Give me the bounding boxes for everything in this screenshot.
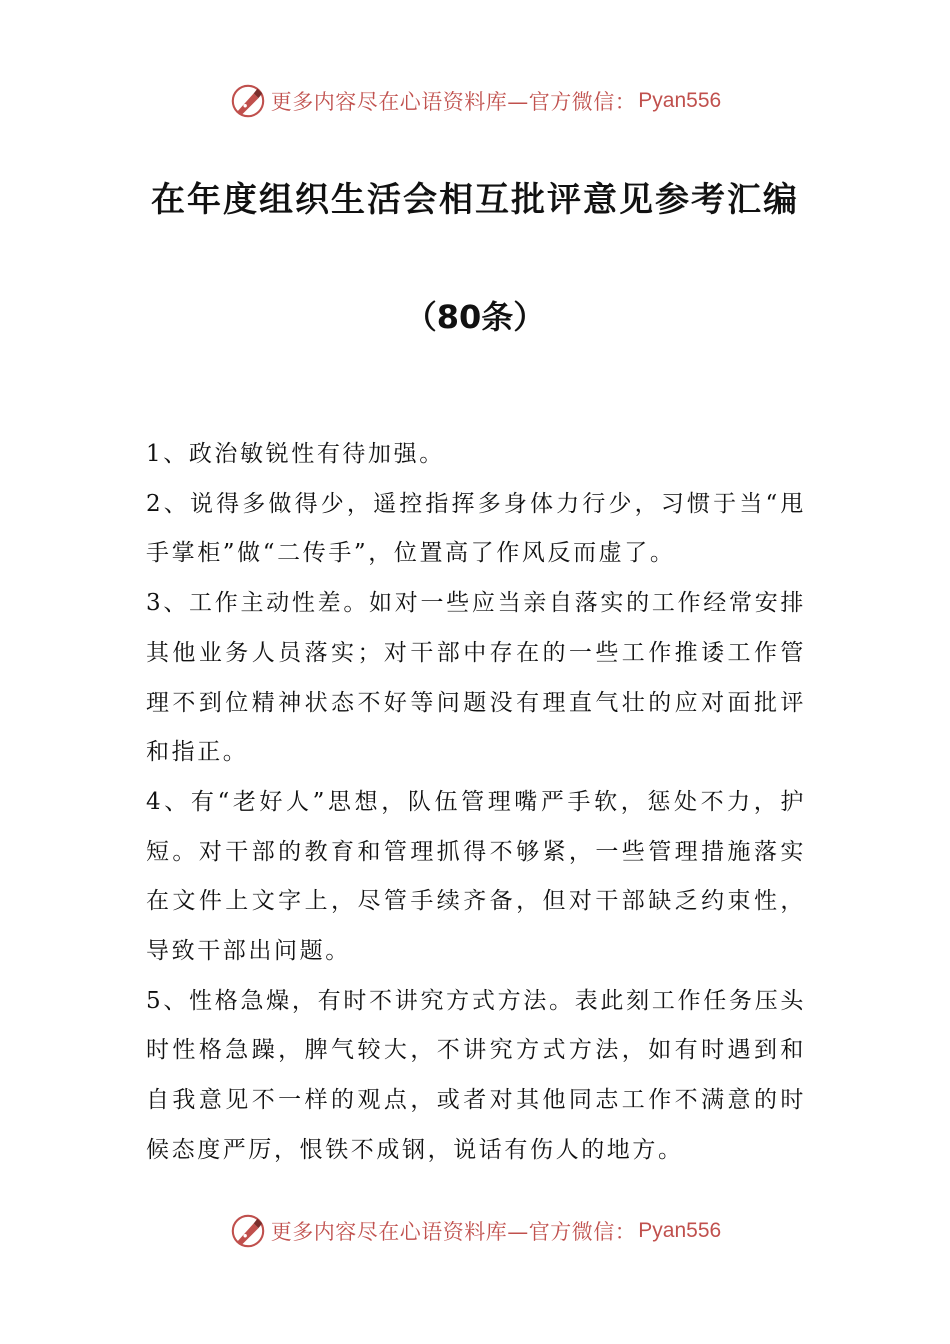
list-item: 1、政治敏锐性有待加强。 [146, 441, 445, 467]
document-body [146, 430, 806, 1176]
list-item: 4、有“老好人”思想，队伍管理嘴严手软，惩处不力，护短。对干部的教育和管理抓得不够紧，一些管理措施落实在文件上文字上，尽管手续齐备，但对干部缺乏约束性，导致干部出问题。 [146, 788, 806, 965]
document-subtitle: （80条） [404, 298, 546, 336]
banner-wechat-id: Pyan556 [638, 89, 722, 112]
list-item: 3、工作主动性差。如对一些应当亲自落实的工作经常安排其他业务人员落实；对干部中存在的一些工作推诿工作管理不到位精神状态不好等问题没有理直气壮的应对面批评和指正。 [146, 590, 806, 766]
document-title: 在年度组织生活会相互批评意见参考汇编 [151, 180, 799, 220]
list-item: 2、说得多做得少，遥控指挥多身体力行少，习惯于当“甩手掌柜”做“二传手”，位置高了作风反而虚了。 [146, 490, 806, 567]
header-banner [0, 76, 950, 126]
banner-text: 更多内容尽在心语资料库—官方微信： [270, 1220, 637, 1244]
banner-text: 更多内容尽在心语资料库—官方微信： [270, 90, 637, 114]
pen-nib-icon [229, 1212, 267, 1250]
banner-wechat-id: Pyan556 [638, 1219, 722, 1242]
pen-nib-icon [229, 82, 267, 120]
list-item: 5、性格急燥，有时不讲究方式方法。表此刻工作任务压头时性格急躁，脾气较大，不讲究方式方法，如有时遇到和自我意见不一样的观点，或者对其他同志工作不满意的时候态度严厉，恨铁不成钢，说话有伤人的地方。 [146, 987, 806, 1163]
footer-banner [0, 1206, 950, 1256]
